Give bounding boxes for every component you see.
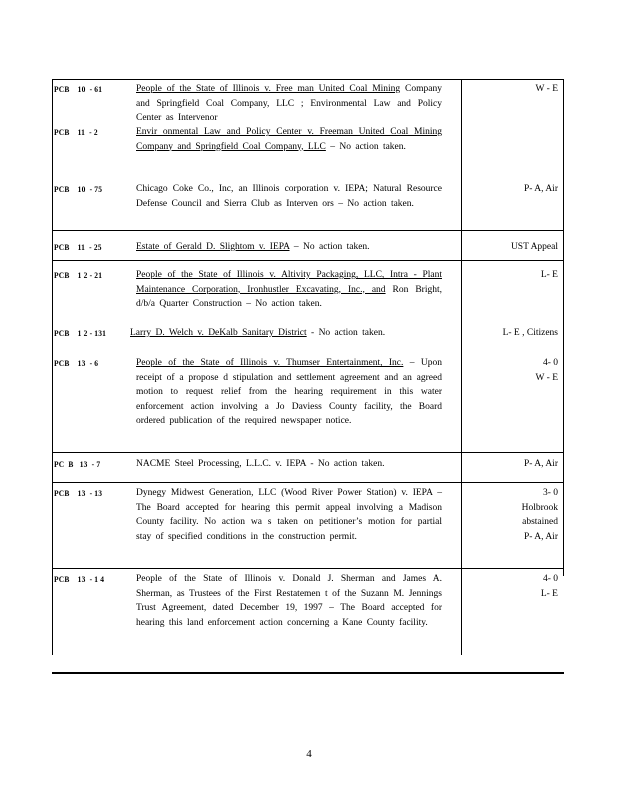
case-description: [136, 82, 442, 126]
case-title: People of the State of Illinois v. Thumser Entertainment, Inc.: [136, 358, 404, 368]
disposition-line: W - E: [535, 84, 558, 94]
case-description: [136, 268, 442, 312]
case-body: – No action taken.: [289, 242, 370, 252]
case-body: Dynegy Midwest Generation, LLC (Wood River Power Station) v. IEPA – The Board accepted for hearing this permit appeal involving a Madison County facility. No action wa s taken on petitioner’s motion for partial stay of specified conditions in the construction permit.: [136, 488, 442, 542]
row-separator: [52, 230, 564, 231]
case-number: PCB 13 - 13: [54, 488, 103, 498]
vote-count: 4- 0: [542, 358, 558, 368]
disposition-line: L- E: [540, 270, 558, 280]
case-body: Company and Springfield Coal Company, LLC ; Environmental Law and Policy Center as Intervenor: [136, 84, 442, 123]
disposition-line: P- A, Air: [523, 184, 558, 194]
case-number: PC B 13 - 7: [54, 459, 101, 469]
case-disposition: [462, 182, 558, 197]
row-separator: [52, 79, 564, 80]
case-title: Larry D. Welch v. DeKalb Sanitary District: [130, 328, 307, 338]
case-number: PCB 1 2 - 131: [54, 328, 107, 338]
case-body: – No action taken.: [325, 141, 406, 152]
case-title: Estate of Gerald D. Slightom v. IEPA: [136, 242, 290, 252]
case-disposition: [462, 326, 558, 341]
row-separator: [52, 568, 564, 569]
case-body: People of the State of Illinois v. Donald J. Sherman and James A. Sherman, as Trustees of the First Restatemen t of the Suzann M. Jennings Trust Agreement, dated December 19, 1997 – The Board accepted for hearing this land enforcement action concerning a Kane County facility.: [136, 574, 442, 628]
vote-count: 4- 0: [542, 574, 558, 584]
bottom-rule: [52, 672, 564, 674]
disposition-line: W - E: [535, 372, 558, 383]
case-number: PCB 13 - 1 4: [54, 574, 105, 584]
disposition-line: P- A, Air: [523, 531, 558, 542]
disposition-line: L- E , Citizens: [502, 328, 558, 338]
case-body: NACME Steel Processing, L.L.C. v. IEPA - No action taken.: [136, 459, 385, 469]
case-description: [136, 182, 442, 211]
case-description: [136, 572, 442, 630]
case-number: PCB 11 - 2: [54, 127, 98, 137]
case-table: [52, 79, 564, 655]
case-disposition: [462, 82, 558, 97]
case-body: - No action taken.: [306, 328, 386, 338]
page-number: 4: [306, 748, 312, 760]
row-separator: [52, 482, 564, 483]
table-right-border: [563, 79, 564, 576]
case-number: PCB 13 - 6: [54, 358, 99, 368]
case-disposition: [462, 240, 558, 255]
case-body: – Upon receipt of a propose d stipulation and settlement agreement and an agreed motion to request relief from the hearing requirement in this water enforcement action involving a Jo Daviess County facility, the Board ordered publication of the required newspaper notice.: [136, 358, 442, 426]
case-description: [130, 326, 436, 341]
case-disposition: [462, 356, 558, 385]
case-title: People of the State of Illinois v. Free man United Coal Mining: [136, 84, 401, 94]
case-title: Envir onmental Law and Policy Center v. Freeman United Coal Mining Company and Springfield Coal Company, LLC: [136, 127, 442, 152]
case-description: [136, 457, 442, 472]
case-body: Chicago Coke Co., Inc, an Illinois corporation v. IEPA; Natural Resource Defense Council and Sierra Club as Interven ors – No action taken.: [136, 184, 442, 209]
case-title: People of the State of Illinois v. Altivity Packaging, LLC, Intra - Plant Maintenance Corporation, Ironhustler Excavating, Inc., and: [136, 270, 442, 295]
vote-count: 3- 0: [542, 488, 558, 498]
row-separator: [52, 260, 564, 261]
case-number: PCB 1 2 - 21: [54, 270, 103, 280]
disposition-line: Holbrook: [521, 502, 558, 513]
case-disposition: [462, 486, 558, 544]
case-number: PCB 10 - 75: [54, 184, 103, 194]
case-number: PCB 11 - 25: [54, 242, 102, 252]
disposition-line: abstained: [522, 517, 558, 527]
case-description: [136, 356, 442, 429]
case-description: [136, 125, 442, 154]
case-number: PCB 10 - 61: [54, 84, 103, 94]
row-separator: [52, 452, 564, 453]
disposition-line: UST Appeal: [510, 242, 558, 252]
case-disposition: [462, 457, 558, 472]
case-disposition: [462, 268, 558, 283]
case-description: [136, 486, 442, 544]
case-description: [136, 240, 442, 255]
case-disposition: [462, 572, 558, 601]
case-body: Ron Bright, d/b/a Quarter Construction – No action taken.: [136, 284, 442, 309]
disposition-line: P- A, Air: [523, 459, 558, 469]
disposition-line: L- E: [540, 588, 558, 599]
